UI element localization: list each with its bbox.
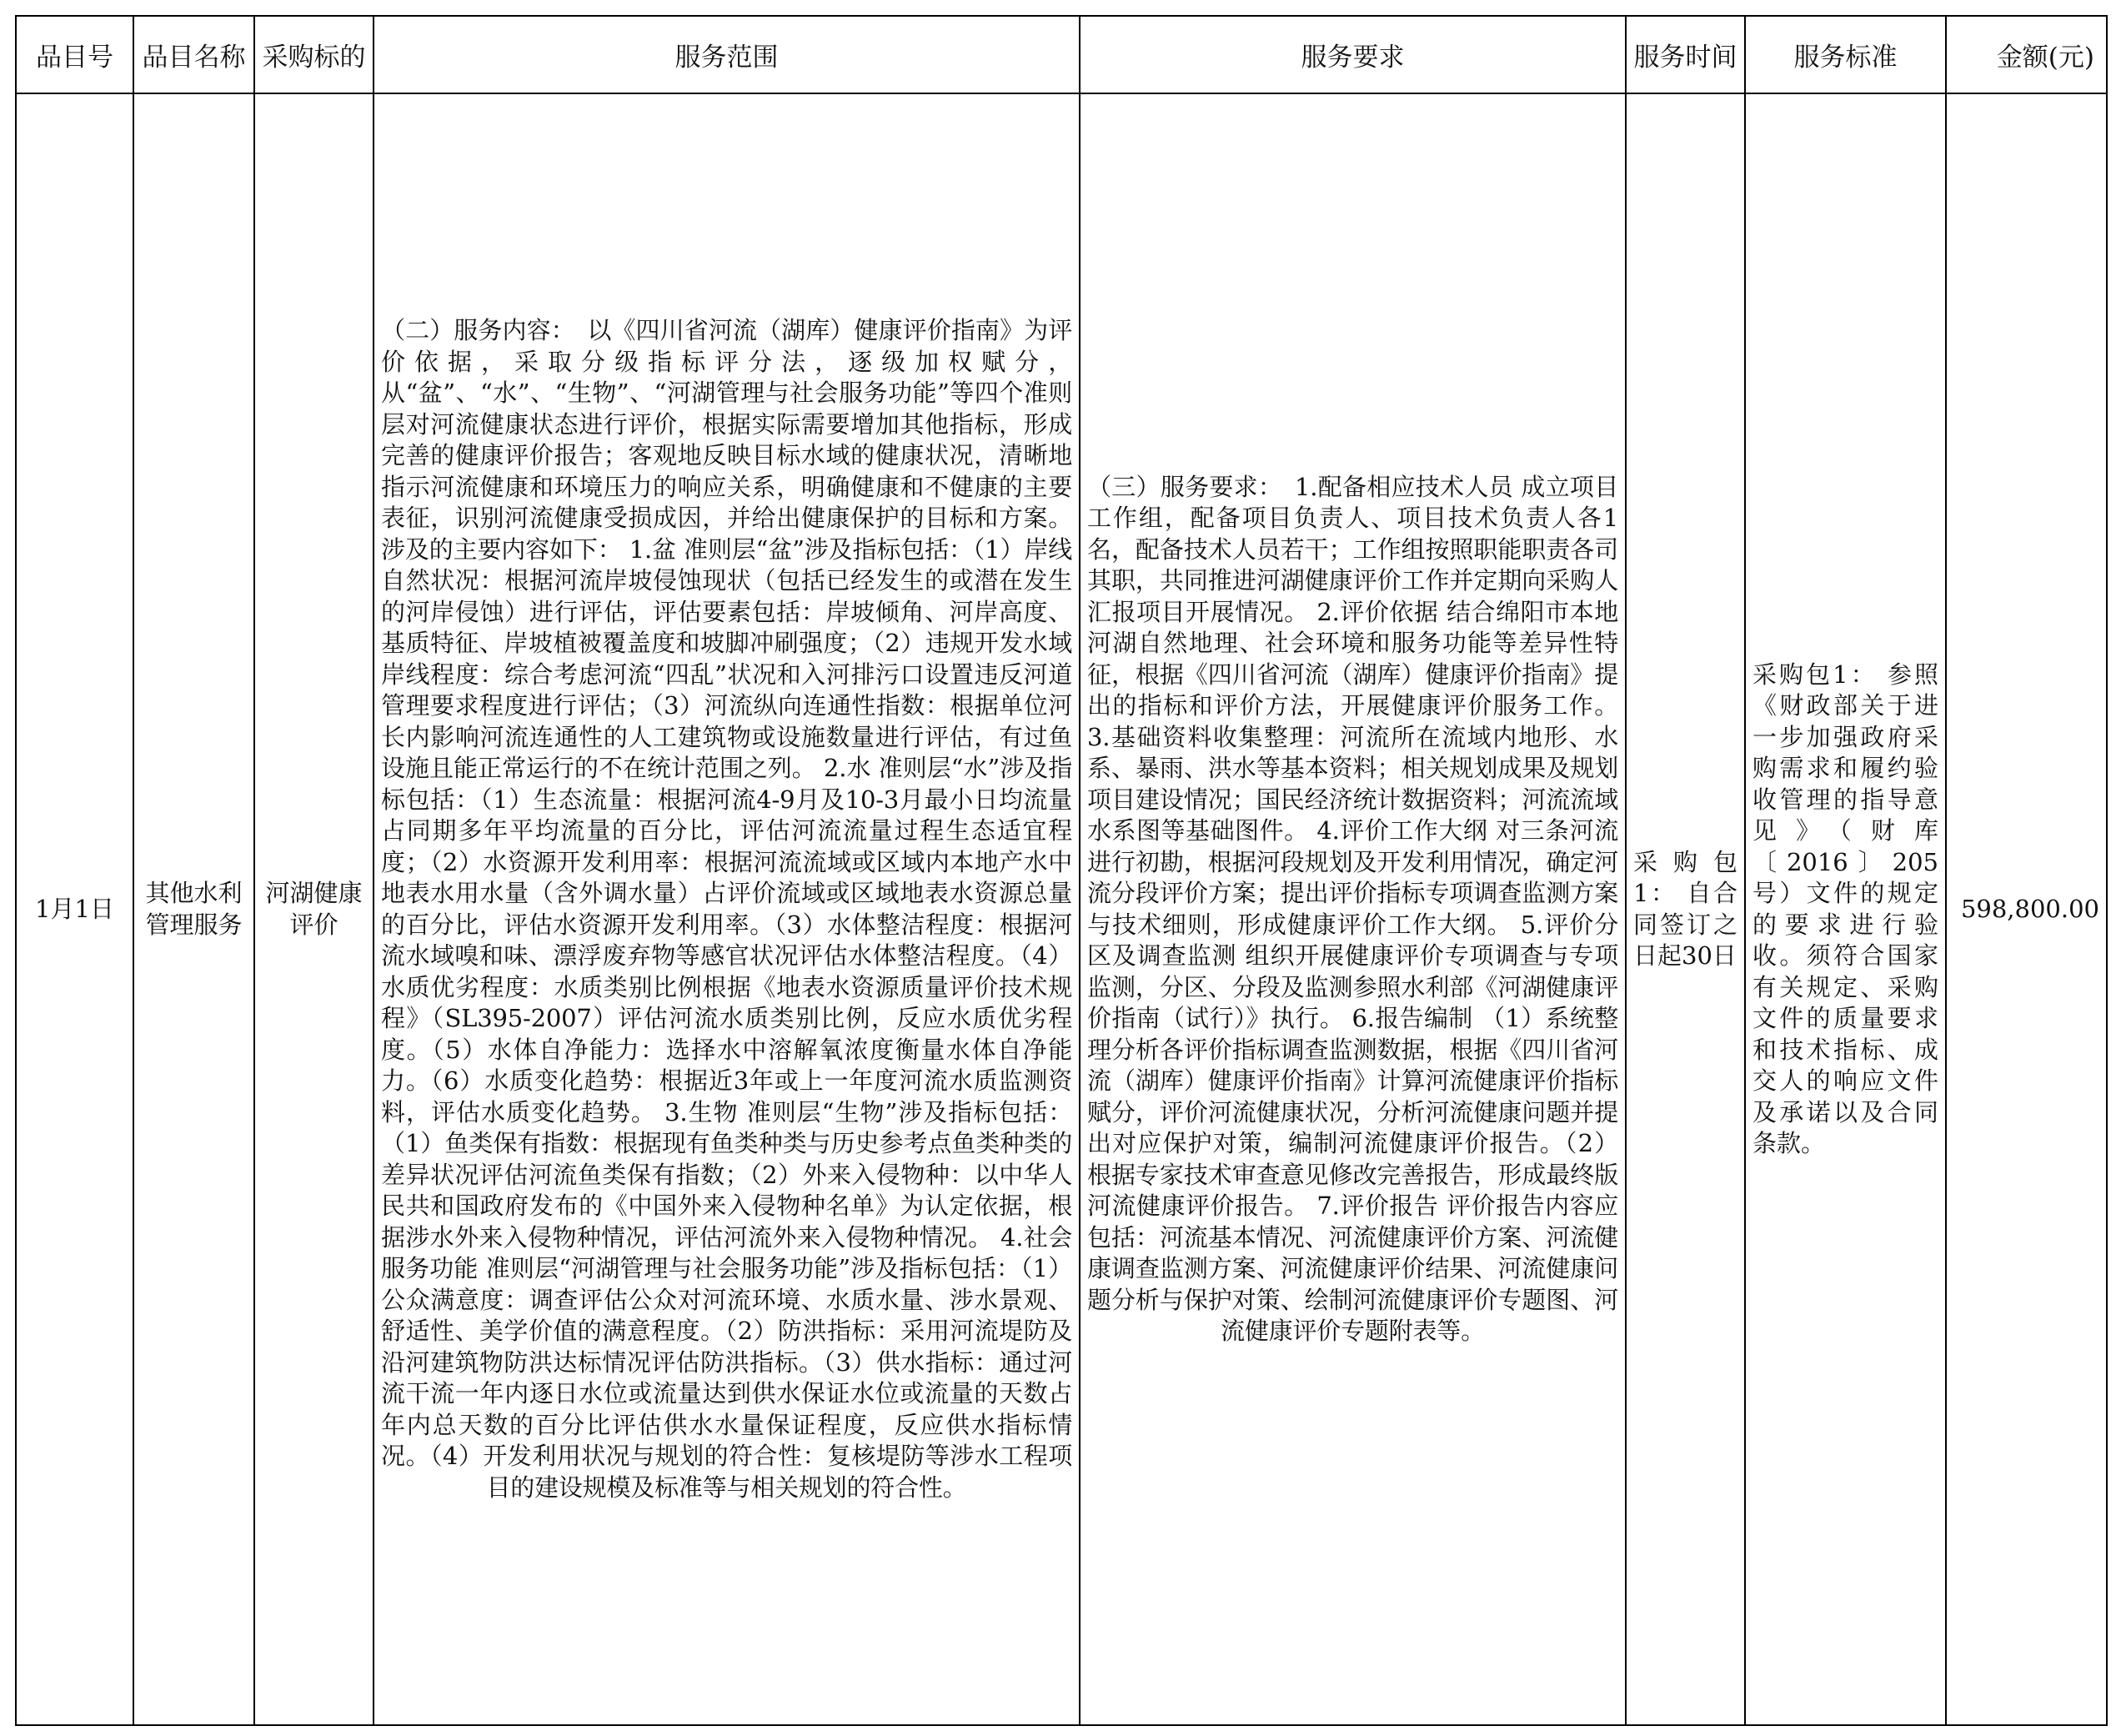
header-row <box>16 16 2107 93</box>
header-requirements: 服务要求 <box>1080 16 1626 93</box>
cell-scope: （二）服务内容： 以《四川省河流（湖库）健康评价指南》为评价依据，采取分级指标评分法，逐级加权赋分，从“盆”、“水”、“生物”、“河湖管理与社会服务功能”等四个准则层对河流健康状态进行评价，根据实际需要增加其他指标，形成完善的健康评价报告；客观地反映目标水域的健康状况，清晰地指示河流健康和环境压力的响应关系，明确健康和不健康的主要表征，识别河流健康受损成因，并给出健康保护的目标和方案。涉及的主要内容如下： 1.盆 准则层“盆”涉及指标包括：（1）岸线自然状况：根据河流岸坡侵蚀现状（包括已经发生的或潜在发生的河岸侵蚀）进行评估，评估要素包括：岸坡倾角、河岸高度、基质特征、岸坡植被覆盖度和坡脚冲刷强度；（2）违规开发水域岸线程度：综合考虑河流“四乱”状况和入河排污口设置违反河道管理要求程度进行评估；（3）河流纵向连通性指数：根据单位河长内影响河流连通性的人工建筑物或设施数量进行评估，有过鱼设施且能正常运行的不在统计范围之列。 2.水 准则层“水”涉及指标包括：（1）生态流量：根据河流4-9月及10-3月最小日均流量占同期多年平均流量的百分比，评估河流流量过程生态适宜程度；（2）水资源开发利用率：根据河流流域或区域内本地产水中地表水用水量（含外调水量）占评价流域或区域地表水资源总量的百分比，评估水资源开发利用率。（3）水体整洁程度：根据河流水域嗅和味、漂浮废弃物等感官状况评估水体整洁程度。（4）水质优劣程度：水质类别比例根据《地表水资源质量评价技术规程》（SL395-2007）评估河流水质类别比例，反应水质优劣程度。（5）水体自净能力：选择水中溶解氧浓度衡量水体自净能力。（6）水质变化趋势：根据近3年或上一年度河流水质监测资料，评估水质变化趋势。 3.生物 准则层“生物”涉及指标包括：（1）鱼类保有指数：根据现有鱼类种类与历史参考点鱼类种类的差异状况评估河流鱼类保有指数；（2）外来入侵物种：以中华人民共和国政府发布的《中国外来入侵物种名单》为认定依据，根据涉水外来入侵物种情况，评估河流外来入侵物种情况。 4.社会服务功能 准则层“河湖管理与社会服务功能”涉及指标包括：（1）公众满意度：调查评估公众对河流环境、水质水量、涉水景观、舒适性、美学价值的满意程度。（2）防洪指标：采用河流堤防及沿河建筑物防洪达标情况评估防洪指标。（3）供水指标：通过河流干流一年内逐日水位或流量达到供水保证水位或流量的天数占年内总天数的百分比评估供水水量保证程度，反应供水指标情况。（4）开发利用状况与规划的符合性：复核堤防等涉水工程项目的建设规模及标准等与相关规划的符合性。 <box>374 93 1080 1725</box>
table-row <box>16 93 2107 1725</box>
header-scope: 服务范围 <box>374 16 1080 93</box>
cell-amount: 598,800.00 <box>1946 93 2107 1725</box>
cell-requirements: （三）服务要求： 1.配备相应技术人员 成立项目工作组，配备项目负责人、项目技术负责人各1名，配备技术人员若干；工作组按照职能职责各司其职，共同推进河湖健康评价工作并定期向采购人汇报项目开展情况。 2.评价依据 结合绵阳市本地河湖自然地理、社会环境和服务功能等差异性特征，根据《四川省河流（湖库）健康评价指南》提出的指标和评价方法，开展健康评价服务工作。 3.基础资料收集整理：河流所在流域内地形、水系、暴雨、洪水等基本资料；相关规划成果及规划项目建设情况；国民经济统计数据资料；河流流域水系图等基础图件。 4.评价工作大纲 对三条河流进行初勘，根据河段规划及开发利用情况，确定河流分段评价方案；提出评价指标专项调查监测方案与技术细则，形成健康评价工作大纲。 5.评价分区及调查监测 组织开展健康评价专项调查与专项监测，分区、分段及监测参照水利部《河湖健康评价指南（试行）》执行。 6.报告编制 （1）系统整理分析各评价指标调查监测数据，根据《四川省河流（湖库）健康评价指南》计算河流健康评价指标赋分，评价河流健康状况，分析河流健康问题并提出对应保护对策，编制河流健康评价报告。（2）根据专家技术审查意见修改完善报告，形成最终版河流健康评价报告。 7.评价报告 评价报告内容应包括：河流基本情况、河流健康评价方案、河流健康调查监测方案、河流健康评价结果、河流健康问题分析与保护对策、绘制河流健康评价专题图、河流健康评价专题附表等。 <box>1080 93 1626 1725</box>
cell-standard: 采购包1： 参照《财政部关于进一步加强政府采购需求和履约验收管理的指导意见》（财库〔2016〕205号）文件的规定的要求进行验收。须符合国家有关规定、采购文件的质量要求和技术指标、成交人的响应文件及承诺以及合同条款。 <box>1745 93 1946 1725</box>
procurement-table <box>15 15 2108 1726</box>
header-item-no: 品目号 <box>16 16 133 93</box>
header-amount: 金额(元) <box>1946 16 2107 93</box>
header-standard: 服务标准 <box>1745 16 1946 93</box>
header-target: 采购标的 <box>254 16 374 93</box>
header-time: 服务时间 <box>1626 16 1745 93</box>
cell-time: 采购包1： 自合同签订之日起30日 <box>1626 93 1745 1725</box>
cell-item-name: 其他水利管理服务 <box>133 93 254 1725</box>
cell-item-no: 1月1日 <box>16 93 133 1725</box>
cell-target: 河湖健康评价 <box>254 93 374 1725</box>
header-item-name: 品目名称 <box>133 16 254 93</box>
